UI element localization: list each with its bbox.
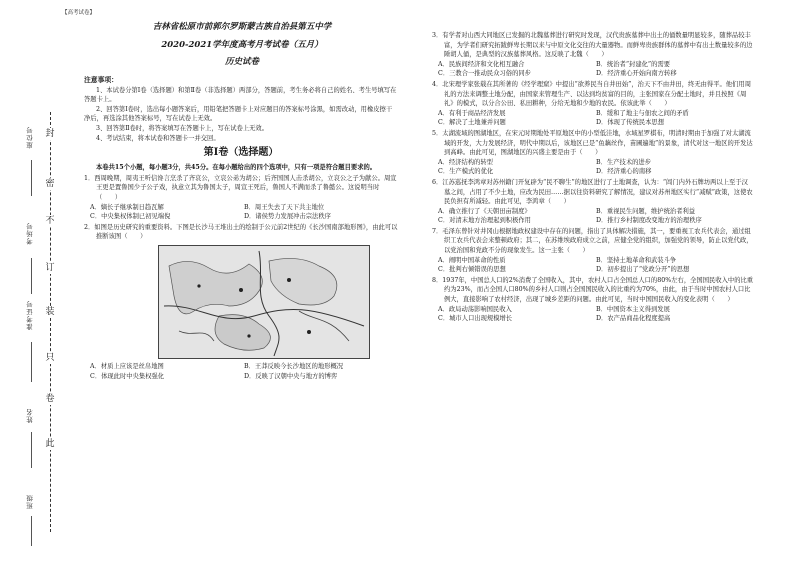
option[interactable]: B．统治者“封建化”的需要: [596, 60, 671, 68]
question-options: [432, 60, 754, 79]
option[interactable]: A．材质上应该是丝帛地图: [90, 362, 164, 370]
question-options: [432, 256, 754, 275]
option[interactable]: B．重视民生问题，维护统治者利益: [596, 207, 696, 215]
question-stem: 6．江苏巡抚李鸿章对苏州籍门开复辟为“民不聊生”的地区进行了土地调查，认为：“闾门内外石牌坊两以上至于汉墓之间，占用了不少土地，应改为民田……据以往资料研究了解情况，建议对苏州地区实行“减赋”政策，这使农民负担有所减轻。由此可见，李鸿章（ ）: [432, 178, 753, 206]
question-options: [432, 305, 754, 324]
option[interactable]: C．生产模式的优化: [438, 168, 494, 176]
section-intro: 本卷共15个小题，每小题3分，共45分。在每小题给出的四个选项中，只有一项是符合题目要求的。: [96, 164, 377, 172]
notice-title: 注意事项：: [84, 76, 118, 84]
ticket-number-line[interactable]: [31, 342, 32, 382]
option[interactable]: A．民族间经济和文化相互融合: [438, 60, 525, 68]
notice-item: 2、回答第Ⅰ卷时，选出每小题答案后，用铅笔把答题卡上对应题目的答案标号涂黑，如需改动，用橡皮擦干净后，再选涂其他答案标号，写在试卷上无效。: [84, 105, 393, 123]
left-column: [84, 76, 398, 381]
question-options: [84, 203, 398, 222]
option[interactable]: D．经济重心开始向南方转移: [596, 70, 677, 78]
question-stem: 7．毛泽东曾针对井冈山根据地政权建设中存在的问题，指出了具体解决措施，其一，要重视工农兵代表会，通过组织工农兵代表会来整顿政府；其二，在苏维埃政府成立之前，应健全党的组织，加强党的领导，防止以党代政，以党治国和党政不分的现象发生。这一主张（ ）: [432, 227, 753, 255]
option[interactable]: C．对清末地方治理起到积极作用: [438, 217, 531, 225]
subject-title: 历史试卷: [224, 57, 259, 67]
option[interactable]: C．三教合一推动民众习俗的同步: [438, 70, 531, 78]
binding-mark: 密: [45, 179, 55, 189]
option[interactable]: A．确立推行了《天朝田亩制度》: [438, 207, 531, 215]
option[interactable]: B．缓和了地主与佃农之间的矛盾: [596, 109, 689, 117]
notice-item: 1、本试卷分第Ⅰ卷（选择题）和第Ⅱ卷（非选择题）两部分，答题前，考生务必将自己的姓名、考生号填写在答题卡上。: [84, 86, 397, 104]
binding-dashed-line: [50, 112, 51, 532]
binding-mark: 只: [45, 353, 55, 363]
binding-mark: 卷: [45, 394, 55, 404]
notice-item: 3、回答第Ⅱ卷时，将答案填写在答题卡上，写在试卷上无效。: [96, 124, 269, 132]
option[interactable]: B．坚持土地革命和武装斗争: [596, 256, 677, 264]
class-line[interactable]: [31, 516, 32, 546]
exam-room-label: 考场号: [26, 222, 34, 245]
seat-number-label: 座位号: [26, 126, 34, 149]
option[interactable]: D．诸侯势力发展冲击宗法秩序: [244, 213, 331, 221]
question-options: [432, 207, 754, 226]
option[interactable]: D．初步提出了“党政分开”的思想: [596, 266, 690, 274]
exam-title: 2020-2021学年度高考月考试卷（五月）: [161, 40, 323, 50]
option[interactable]: C．体现此时中央集权强化: [90, 372, 165, 380]
option[interactable]: D．经济重心的南移: [596, 168, 652, 176]
ticket-number-label: 准考证号: [26, 300, 34, 330]
option[interactable]: C．解决了土地兼并问题: [438, 119, 506, 127]
question-stem: 4．北宋理学家张载在其所著的《经学理窟》中提出“欲养民当自井田始”，治天下不由井田，终无由得平。他们用周礼的方法来调整土地分配，由国家来管理生产、以达到均贫富的目的，主张国家在分配土地时，并且按照《周礼》的模式，以分合公田、私田耕种，分给无地和少地的农民。依该此举（ ）: [432, 80, 751, 108]
option[interactable]: C．城市人口出现规模增长: [438, 315, 513, 323]
option[interactable]: A．政局动荡影响国民收入: [438, 305, 512, 313]
binding-mark: 此: [45, 439, 55, 449]
option[interactable]: D．体现了传统民本思想: [596, 119, 665, 127]
option[interactable]: C．批判右倾错误的思想: [438, 266, 506, 274]
ancient-map-image: [158, 245, 370, 359]
question-stem: 5．太湖流域的图湖地区，在宋元时期地处平原地区中的小型低洼地，水域星罗棋布，明清时期由于加强了对太湖流域的开发，大力发展经济，明代中期以后，该地区已是“鱼藕丝作，苗圃遍地”的景象，清代对这一地区的开发达到高峰。由此可见，图湖地区的兴盛主要是由于（ ）: [432, 129, 753, 157]
option[interactable]: B．生产技术的进步: [596, 158, 652, 166]
binding-mark: 封: [45, 129, 55, 139]
exam-room-line[interactable]: [31, 258, 32, 294]
option[interactable]: A．嫡长子继承制日趋瓦解: [90, 203, 164, 211]
name-label: 姓名: [26, 408, 34, 423]
binding-mark: 装: [45, 307, 55, 317]
option[interactable]: A．阐明中国革命的性质: [438, 256, 506, 264]
option[interactable]: A．有利于商品经济发展: [438, 109, 506, 117]
binding-mark: 订: [45, 263, 55, 273]
option[interactable]: B．中国资本主义得到发展: [596, 305, 670, 313]
option[interactable]: A．经济结构的转型: [438, 158, 493, 166]
notice-item: 4、考试结束，将本试卷和答题卡一并交回。: [96, 134, 220, 142]
question-stem: 8．1937年，中国总人口的2%消费了全国收入，其中，农村人口占全国总人口的80%左右，全国国民收入中的比重约为23%，而占全国人口80%的乡村人口则占全国国民收入的比重约为70%，由此，由于当时中国农村人口比例大，直接影响了农村经济，出现了城乡差距的问题。由此可见，当时中国国民收入的变化表明（ ）: [432, 276, 754, 304]
seat-number-line[interactable]: [31, 160, 32, 196]
option[interactable]: D．农产品商品化程度提高: [596, 315, 671, 323]
binding-margin: [0, 0, 58, 562]
paper-tag: 【高考试卷】: [62, 10, 96, 16]
school-title: 吉林省松原市前郭尔罗斯蒙古族自治县第五中学: [152, 22, 332, 32]
option[interactable]: C．中央集权体制已初见端倪: [90, 213, 171, 221]
option[interactable]: D．反映了汉朝中央与地方的博弈: [244, 372, 338, 380]
question-stem: 3．有学者对山西大同地区已发掘的北魏墓葬进行研究时发现，汉代贵族墓葬中出土的俑数量明显较多，随葬品较丰富，为学者们研究拓跋鲜卑长期以来与中原文化交往的大量器物。而鲜卑贵族群体的墓葬中有出土数量较多的边陲胡人俑，是典型的汉族墓葬风格。这反映了北魏（ ）: [432, 32, 753, 59]
binding-mark: 不: [45, 216, 55, 226]
section-title: 第Ⅰ卷（选择题）: [203, 147, 279, 159]
option[interactable]: B．王莽反映今长沙地区的地形概况: [244, 362, 344, 370]
question-stem: 1．西周晚期，周夷王听信谗言烹杀了齐哀公，立哀公弟为胡公；后齐国国人击杀胡公，立哀公之子为献公。周宣王更是置鲁国少子公子戏，执意立其为鲁国太子，周宣王死后，鲁国人不满而杀了鲁懿公。这说明当时（ ）: [84, 174, 397, 201]
name-line[interactable]: [31, 432, 32, 468]
question-options: [432, 109, 754, 128]
question-options: [84, 362, 398, 381]
map-illustration: [159, 246, 369, 358]
option[interactable]: B．周王失去了天下共主地位: [244, 203, 325, 211]
right-column: [432, 30, 754, 324]
option[interactable]: D．推行乡村制度改变地方的治理秩序: [596, 217, 702, 225]
class-label: 班级: [26, 494, 34, 509]
question-options: [432, 158, 754, 177]
question-stem: 2．如图是历史研究的重要资料。下图是长沙马王堆出土的绘制于公元前2世纪的《长沙国南部地形图》，由此可以推断该图（ ）: [84, 223, 398, 241]
